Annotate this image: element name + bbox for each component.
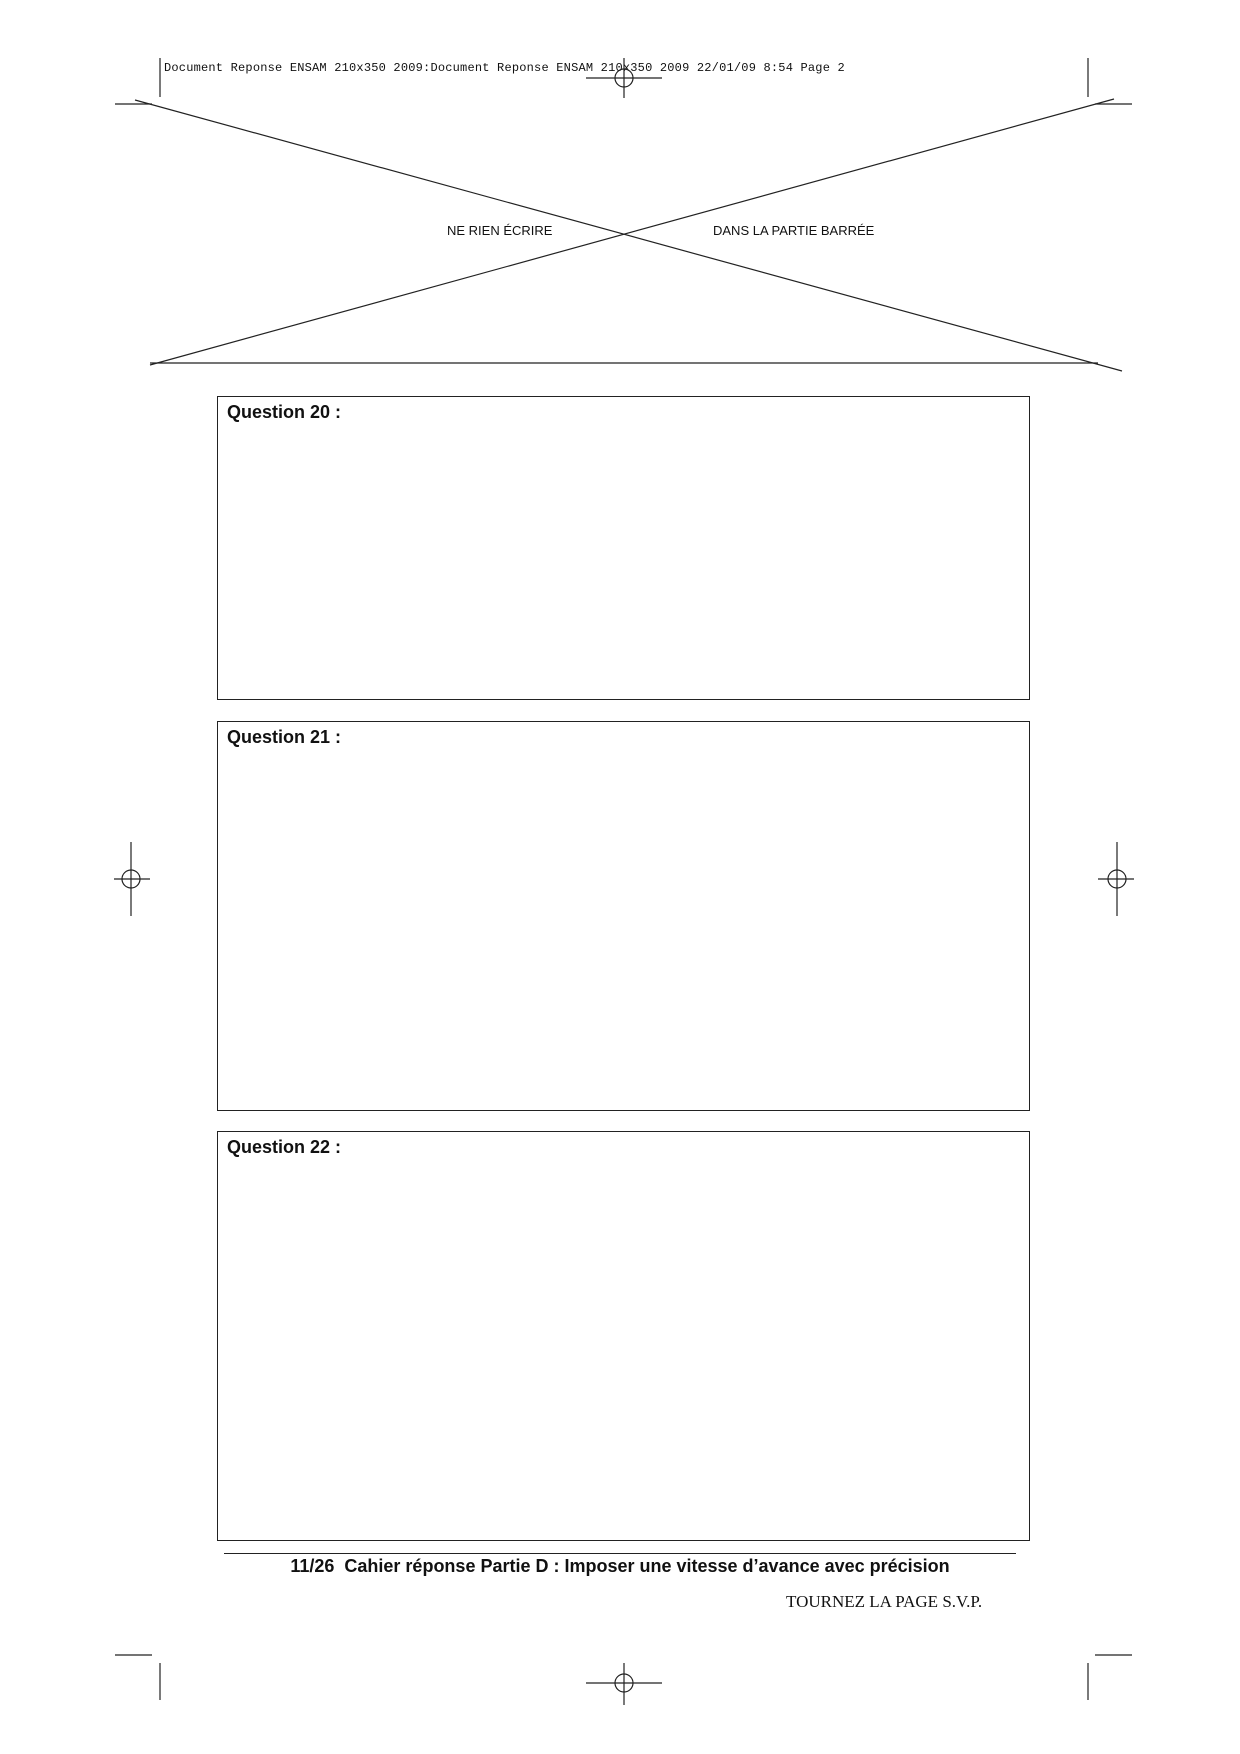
question-label: Question 22 : [227,1137,342,1157]
barred-zone-right-text: DANS LA PARTIE BARRÉE [713,223,875,238]
answer-box-question-22[interactable] [217,1131,1030,1541]
registration-mark-left [114,842,150,916]
barred-zone-left-text: NE RIEN ÉCRIRE [447,223,553,238]
footer-line [0,1556,1240,1577]
turn-page-note: TOURNEZ LA PAGE S.V.P. [786,1592,983,1611]
answer-box-question-21[interactable] [217,721,1030,1111]
barred-zone-diagonal-2 [150,99,1114,365]
page-number: 11/26 [290,1556,335,1576]
footer-rule [224,1553,1016,1554]
question-label: Question 20 : [227,402,342,422]
registration-mark-right [1098,842,1134,916]
barred-zone-diagonal-1 [135,100,1122,371]
registration-mark-bottom [586,1663,662,1705]
print-slug: Document Reponse ENSAM 210x350 2009:Document Reponse ENSAM 210x350 2009 22/01/09 8:54 Page 2 [164,61,845,75]
footer-title: Cahier réponse Partie D : Imposer une vitesse d’avance avec précision [344,1556,950,1576]
question-label: Question 21 : [227,727,342,747]
answer-box-question-20[interactable] [217,396,1030,700]
registration-mark-top [586,58,662,98]
